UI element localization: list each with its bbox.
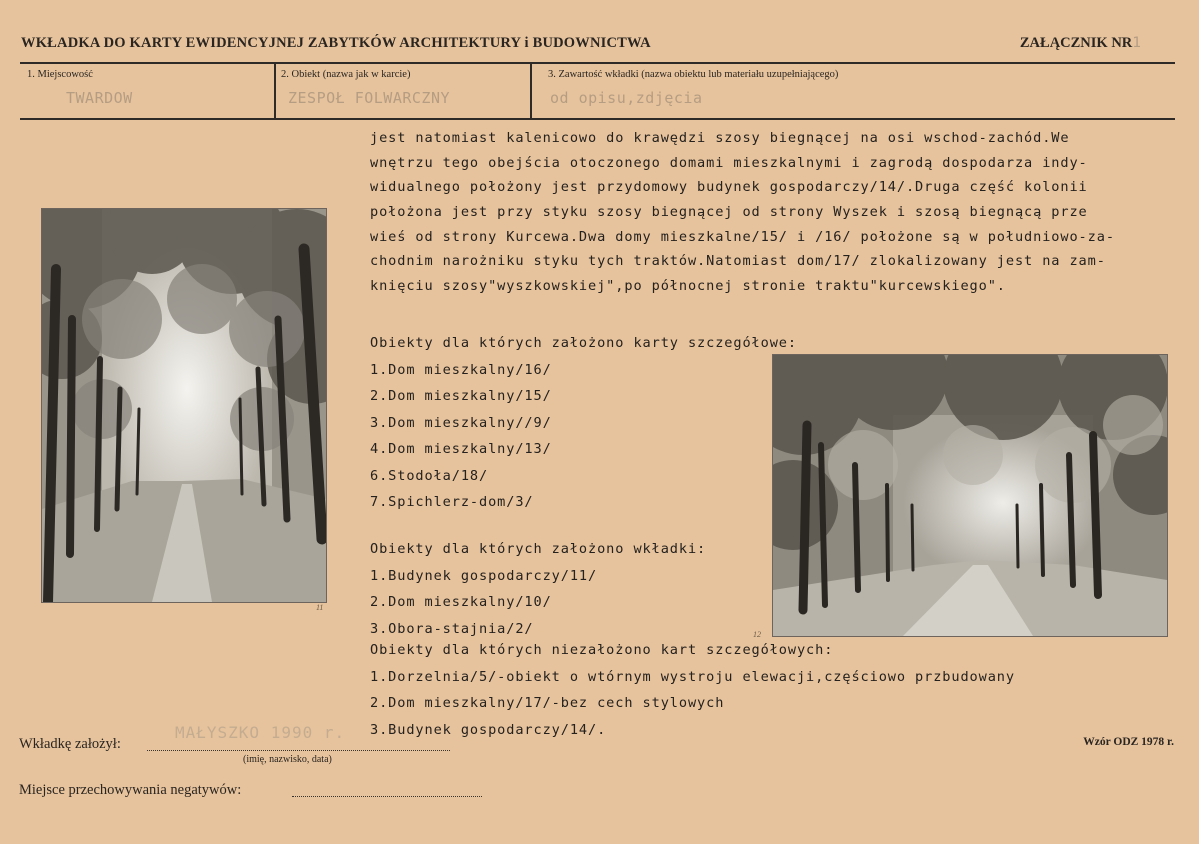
description-line: wieś od strony Kurcewa.Dwa domy mieszkalne/15/ i /16/ położone są w południowo-za- <box>370 228 1115 245</box>
content-value: od opisu,zdjęcia <box>550 89 703 107</box>
list-item: 1.Dom mieszkalny/16/ <box>370 361 552 378</box>
annex-text: ZAŁĄCZNIK NR <box>1019 35 1133 51</box>
list-item: 2.Dom mieszkalny/15/ <box>370 388 552 404</box>
annex-label <box>1020 35 1141 52</box>
alley-photo-right <box>773 355 1167 636</box>
field-divider-1 <box>274 64 276 118</box>
alley-photo-right-image <box>773 355 1167 636</box>
photo-number-left: 11 <box>316 603 324 612</box>
description-line: widualnego położony jest przydomowy budynek gospodarczy/14/.Druga część kolonii <box>370 179 1088 196</box>
list-item: 1.Budynek gospodarczy/11/ <box>370 567 598 584</box>
description-line: położona jest przy styku szosy biegnącej od strony Wyszek i szosą biegnącą prze <box>370 204 1088 221</box>
alley-photo-left-image <box>42 209 326 602</box>
list-item: 3.Obora-stajnia/2/ <box>370 620 534 637</box>
inserts-list <box>370 536 706 642</box>
list-heading: Obiekty dla których założono karty szczegółowe: <box>370 335 797 351</box>
list-item: 6.Stodoła/18/ <box>370 467 489 484</box>
list-item: 2.Dom mieszkalny/10/ <box>370 594 552 610</box>
created-by-value: MAŁYSZKO 1990 r. <box>175 723 346 742</box>
form-code: Wzór ODZ 1978 r. <box>1083 736 1174 748</box>
no-cards-list <box>370 637 1015 743</box>
object-label: 2. Obiekt (nazwa jak w karcie) <box>281 69 411 80</box>
created-by-label: Wkładkę założył: <box>19 736 121 752</box>
detailed-cards-list <box>370 330 797 516</box>
list-item: 1.Dorzelnia/5/-obiekt o wtórnym wystroju elewacji,częściowo przbudowany <box>370 668 1015 685</box>
list-item: 4.Dom mieszkalny/13/ <box>370 441 552 457</box>
header-rule-bottom <box>20 118 1175 120</box>
created-by-line <box>147 750 450 751</box>
description-line: chodnim narożniku styku tych traktów.Natomiast dom/17/ zlokalizowany jest na zam- <box>370 253 1106 270</box>
content-label: 3. Zawartość wkładki (nazwa obiektu lub materiału uzupełniającego) <box>548 69 839 80</box>
created-by-hint: (imię, nazwisko, data) <box>243 754 332 765</box>
description-line: jest natomiast kalenicowo do krawędzi szosy biegnącej na osi wschod-zachód.We <box>370 130 1070 146</box>
form-title: WKŁADKA DO KARTY EWIDENCYJNEJ ZABYTKÓW ARCHITEKTURY i BUDOWNICTWA <box>21 35 651 51</box>
description-line: wnętrzu tego obejścia otoczonego domami mieszkalnymi i zagrodą dospodarza indy- <box>370 154 1088 171</box>
object-value: ZESPOŁ FOLWARCZNY <box>288 89 451 107</box>
list-item: 7.Spichlerz-dom/3/ <box>370 494 534 510</box>
alley-photo-left <box>42 209 326 602</box>
locality-label: 1. Miejscowość <box>27 69 93 80</box>
annex-number: 1 <box>1132 35 1141 51</box>
list-item: 2.Dom mieszkalny/17/-bez cech stylowych <box>370 695 725 711</box>
list-item: 3.Budynek gospodarczy/14/. <box>370 721 607 738</box>
description-text <box>370 126 1130 299</box>
header-rule-top <box>20 62 1175 64</box>
list-heading: Obiekty dla których założono wkładki: <box>370 541 707 557</box>
list-heading: Obiekty dla których niezałożono kart szczegółowych: <box>370 642 834 658</box>
negatives-label: Miejsce przechowywania negatywów: <box>19 782 242 798</box>
field-divider-2 <box>530 64 532 118</box>
locality-value: TWARDOW <box>66 89 133 107</box>
list-item: 3.Dom mieszkalny//9/ <box>370 414 552 431</box>
negatives-line <box>292 796 482 797</box>
description-line: knięciu szosy"wyszkowskiej",po północnej stronie traktu"kurcewskiego". <box>370 278 1006 295</box>
photo-number-right: 12 <box>753 630 761 639</box>
